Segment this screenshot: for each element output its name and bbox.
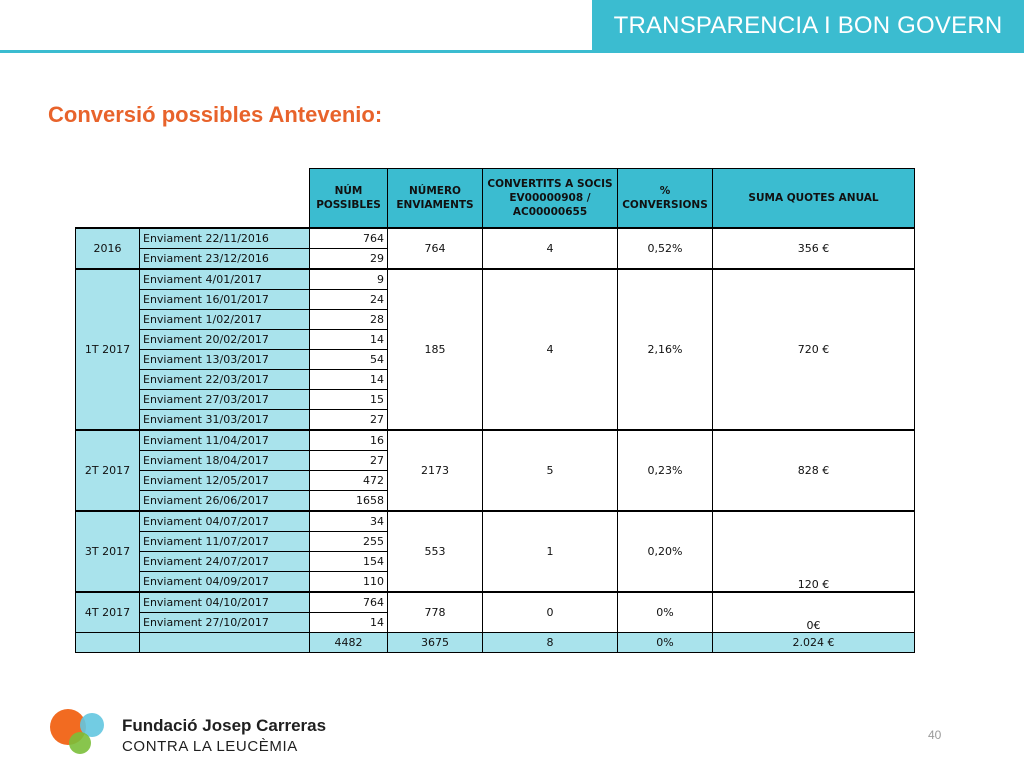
period-cell: 2016	[76, 228, 140, 269]
enviament-name: Enviament 12/05/2017	[140, 471, 310, 491]
totals-blank-cell	[140, 633, 310, 653]
totals-blank-cell	[76, 633, 140, 653]
enviaments-value: 778	[388, 592, 483, 633]
table-row	[76, 592, 915, 613]
percent-value: 0,20%	[618, 511, 713, 592]
table-row	[76, 430, 915, 451]
enviament-name: Enviament 13/03/2017	[140, 350, 310, 370]
period-cell: 1T 2017	[76, 269, 140, 430]
enviament-name: Enviament 27/10/2017	[140, 613, 310, 633]
enviaments-value: 185	[388, 269, 483, 430]
header-blank-cell	[140, 169, 310, 229]
enviament-name: Enviament 23/12/2016	[140, 249, 310, 270]
enviament-name: Enviament 22/03/2017	[140, 370, 310, 390]
suma-value: 120 €	[713, 511, 915, 592]
header-numero-enviaments: NÚMERO ENVIAMENTS	[388, 169, 483, 229]
possibles-value: 110	[310, 572, 388, 593]
enviament-name: Enviament 04/10/2017	[140, 592, 310, 613]
enviament-name: Enviament 31/03/2017	[140, 410, 310, 431]
possibles-value: 764	[310, 592, 388, 613]
convertits-value: 4	[483, 228, 618, 269]
org-name: Fundació Josep Carreras	[122, 716, 327, 735]
convertits-value: 4	[483, 269, 618, 430]
enviament-name: Enviament 11/04/2017	[140, 430, 310, 451]
period-cell: 3T 2017	[76, 511, 140, 592]
total-percent: 0%	[618, 633, 713, 653]
table-row	[76, 511, 915, 532]
possibles-value: 28	[310, 310, 388, 330]
total-suma: 2.024 €	[713, 633, 915, 653]
suma-value: 0€	[713, 592, 915, 633]
possibles-value: 15	[310, 390, 388, 410]
header-suma-quotes: SUMA QUOTES ANUAL	[713, 169, 915, 229]
period-cell: 4T 2017	[76, 592, 140, 633]
page-title: Conversió possibles Antevenio:	[48, 102, 383, 127]
conversion-table	[75, 168, 915, 653]
header-num-possibles: NÚM POSSIBLES	[310, 169, 388, 229]
possibles-value: 29	[310, 249, 388, 270]
possibles-value: 154	[310, 552, 388, 572]
period-cell: 2T 2017	[76, 430, 140, 511]
enviaments-value: 2173	[388, 430, 483, 511]
enviament-name: Enviament 04/07/2017	[140, 511, 310, 532]
enviament-name: Enviament 26/06/2017	[140, 491, 310, 512]
enviament-name: Enviament 24/07/2017	[140, 552, 310, 572]
possibles-value: 764	[310, 228, 388, 249]
total-possibles: 4482	[310, 633, 388, 653]
suma-value: 356 €	[713, 228, 915, 269]
suma-value: 828 €	[713, 430, 915, 511]
table-row	[76, 269, 915, 290]
org-subtitle: CONTRA LA LEUCÈMIA	[122, 738, 298, 755]
percent-value: 0,52%	[618, 228, 713, 269]
possibles-value: 14	[310, 330, 388, 350]
possibles-value: 1658	[310, 491, 388, 512]
header-percent-conversions: % CONVERSIONS	[618, 169, 713, 229]
percent-value: 0,23%	[618, 430, 713, 511]
enviament-name: Enviament 04/09/2017	[140, 572, 310, 593]
percent-value: 2,16%	[618, 269, 713, 430]
enviament-name: Enviament 20/02/2017	[140, 330, 310, 350]
table-header-row	[76, 169, 915, 229]
possibles-value: 472	[310, 471, 388, 491]
header-banner	[592, 0, 1024, 52]
possibles-value: 255	[310, 532, 388, 552]
enviament-name: Enviament 22/11/2016	[140, 228, 310, 249]
possibles-value: 27	[310, 410, 388, 431]
convertits-value: 0	[483, 592, 618, 633]
enviament-name: Enviament 16/01/2017	[140, 290, 310, 310]
percent-value: 0%	[618, 592, 713, 633]
enviaments-value: 764	[388, 228, 483, 269]
convertits-value: 1	[483, 511, 618, 592]
totals-row	[76, 633, 915, 653]
header-blank-cell	[76, 169, 140, 229]
total-enviaments: 3675	[388, 633, 483, 653]
possibles-value: 54	[310, 350, 388, 370]
possibles-value: 34	[310, 511, 388, 532]
fundacio-logo-icon	[48, 705, 108, 755]
table-row	[76, 228, 915, 249]
page-number: 40	[928, 728, 942, 742]
enviament-name: Enviament 27/03/2017	[140, 390, 310, 410]
header-convertits: CONVERTITS A SOCIS EV00000908 / AC00000655	[483, 169, 618, 229]
possibles-value: 16	[310, 430, 388, 451]
total-convertits: 8	[483, 633, 618, 653]
possibles-value: 14	[310, 613, 388, 633]
enviament-name: Enviament 4/01/2017	[140, 269, 310, 290]
header-banner-text: TRANSPARENCIA I BON GOVERN	[613, 12, 1003, 39]
possibles-value: 9	[310, 269, 388, 290]
enviament-name: Enviament 1/02/2017	[140, 310, 310, 330]
convertits-value: 5	[483, 430, 618, 511]
possibles-value: 24	[310, 290, 388, 310]
possibles-value: 14	[310, 370, 388, 390]
enviament-name: Enviament 11/07/2017	[140, 532, 310, 552]
enviament-name: Enviament 18/04/2017	[140, 451, 310, 471]
suma-value: 720 €	[713, 269, 915, 430]
enviaments-value: 553	[388, 511, 483, 592]
possibles-value: 27	[310, 451, 388, 471]
